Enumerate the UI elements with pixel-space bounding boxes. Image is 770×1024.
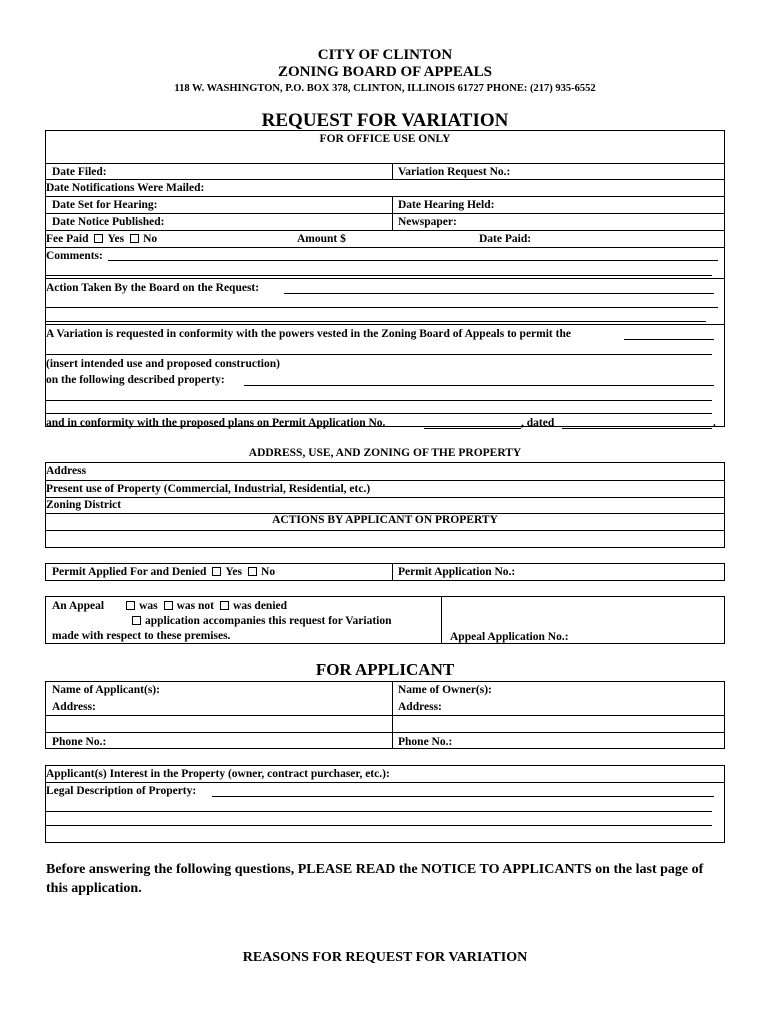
fee-paid-label: Fee Paid bbox=[46, 233, 89, 245]
action-taken-line-2[interactable] bbox=[46, 307, 718, 308]
property-heading: ADDRESS, USE, AND ZONING OF THE PROPERTY bbox=[248, 447, 522, 459]
applicant-name-label: Name of Applicant(s): bbox=[52, 684, 160, 696]
permit-yes-checkbox[interactable] bbox=[212, 567, 221, 576]
owner-phone-label: Phone No.: bbox=[398, 736, 453, 748]
described-property-line[interactable] bbox=[244, 385, 714, 386]
comments-label: Comments: bbox=[46, 250, 103, 262]
permit-application-no-line[interactable] bbox=[424, 428, 521, 429]
actions-heading: ACTIONS BY APPLICANT ON PROPERTY bbox=[272, 514, 498, 526]
dated-period: . bbox=[713, 417, 716, 429]
date-paid-label: Date Paid: bbox=[479, 233, 532, 245]
comments-line-2[interactable] bbox=[46, 275, 712, 276]
permit-conformity-text: and in conformity with the proposed plans on Permit Application No. bbox=[46, 417, 386, 429]
applicant-phone-label: Phone No.: bbox=[52, 736, 107, 748]
fee-yes-label: Yes bbox=[107, 233, 125, 245]
for-applicant-heading: FOR APPLICANT bbox=[315, 660, 455, 679]
fee-no-checkbox[interactable] bbox=[130, 234, 139, 243]
date-notifications-label: Date Notifications Were Mailed: bbox=[46, 182, 205, 194]
fee-paid-row bbox=[46, 232, 157, 246]
legal-description-label: Legal Description of Property: bbox=[46, 785, 197, 797]
variation-request-text: A Variation is requested in conformity with the powers vested in the Zoning Board of Appeals to permit the bbox=[46, 328, 571, 340]
property-address-label: Address bbox=[46, 465, 87, 477]
owner-name-label: Name of Owner(s): bbox=[398, 684, 492, 696]
appeal-was-not-checkbox[interactable] bbox=[164, 601, 173, 610]
comments-line-1[interactable] bbox=[108, 260, 718, 261]
zoning-district-label: Zoning District bbox=[46, 499, 122, 511]
office-use-heading: FOR OFFICE USE ONLY bbox=[319, 133, 451, 145]
appeal-was-checkbox[interactable] bbox=[126, 601, 135, 610]
board-address: 118 W. WASHINGTON, P.O. BOX 378, CLINTON, ILLINOIS 61727 PHONE: (217) 935-6552 bbox=[174, 83, 596, 94]
described-property-label: on the following described property: bbox=[46, 374, 225, 386]
date-notice-published-label: Date Notice Published: bbox=[52, 216, 165, 228]
reasons-heading: REASONS FOR REQUEST FOR VARIATION bbox=[242, 950, 528, 965]
action-taken-line-3[interactable] bbox=[46, 321, 706, 322]
date-hearing-held-label: Date Hearing Held: bbox=[398, 199, 495, 211]
described-property-line-2[interactable] bbox=[46, 400, 712, 401]
legal-description-line-1[interactable] bbox=[212, 796, 714, 797]
appeal-line-2: application accompanies this request for Variation bbox=[127, 614, 392, 628]
action-taken-line-1[interactable] bbox=[284, 293, 714, 294]
appeal-was-denied-checkbox[interactable] bbox=[220, 601, 229, 610]
amount-label: Amount $ bbox=[297, 233, 346, 245]
variation-use-line-2[interactable] bbox=[46, 354, 712, 355]
permit-no-checkbox[interactable] bbox=[248, 567, 257, 576]
variation-request-no-label: Variation Request No.: bbox=[398, 166, 511, 178]
page-title: REQUEST FOR VARIATION bbox=[261, 110, 509, 131]
permit-application-no-label: Permit Application No.: bbox=[398, 566, 516, 578]
appeal-line-1: An Appeal was was not was denied bbox=[52, 600, 288, 612]
variation-use-line[interactable] bbox=[624, 339, 714, 340]
date-set-hearing-label: Date Set for Hearing: bbox=[52, 199, 158, 211]
legal-description-line-2[interactable] bbox=[46, 811, 712, 812]
applicant-address-label: Address: bbox=[52, 701, 96, 713]
city-name: CITY OF CLINTON bbox=[317, 47, 453, 63]
appeal-application-no-label: Appeal Application No.: bbox=[450, 631, 569, 643]
applicant-interest-label: Applicant(s) Interest in the Property (owner, contract purchaser, etc.): bbox=[46, 768, 390, 780]
fee-no-label: No bbox=[143, 233, 158, 245]
legal-description-line-3[interactable] bbox=[46, 825, 712, 826]
insert-use-note: (insert intended use and proposed construction) bbox=[46, 358, 280, 370]
described-property-line-3[interactable] bbox=[46, 413, 712, 414]
action-taken-label: Action Taken By the Board on the Request: bbox=[46, 282, 260, 294]
date-filed-label: Date Filed: bbox=[52, 166, 107, 178]
property-box bbox=[45, 462, 725, 548]
notice-text: Before answering the following questions, PLEASE READ the NOTICE TO APPLICANTS on the last page of this application. bbox=[46, 862, 704, 896]
present-use-label: Present use of Property (Commercial, Industrial, Residential, etc.) bbox=[46, 483, 371, 495]
newspaper-label: Newspaper: bbox=[398, 216, 457, 228]
dated-line[interactable] bbox=[562, 428, 712, 429]
permit-applied-row: Permit Applied For and Denied Yes No bbox=[52, 566, 276, 578]
board-name: ZONING BOARD OF APPEALS bbox=[277, 64, 493, 80]
dated-label: , dated bbox=[521, 417, 555, 429]
owner-address-label: Address: bbox=[398, 701, 442, 713]
appeal-line-3: made with respect to these premises. bbox=[52, 630, 231, 642]
fee-yes-checkbox[interactable] bbox=[94, 234, 103, 243]
appeal-application-checkbox[interactable] bbox=[132, 616, 141, 625]
